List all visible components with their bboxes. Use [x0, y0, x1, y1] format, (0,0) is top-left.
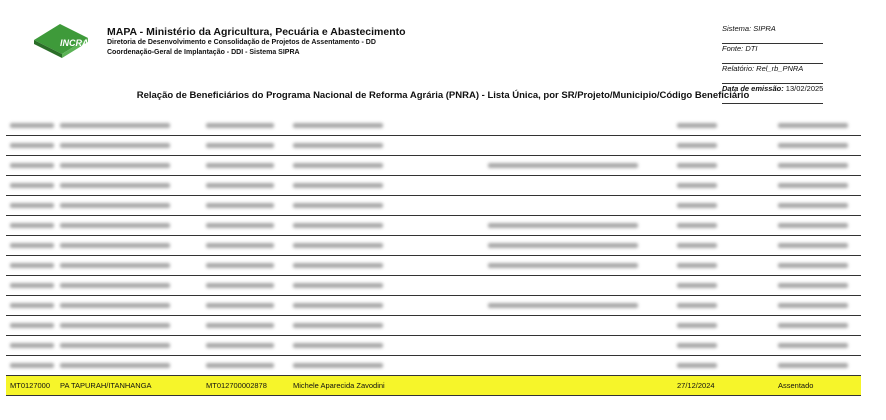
redacted-cell	[677, 301, 717, 311]
blurred-rows	[6, 116, 861, 376]
beneficiaries-table	[6, 116, 861, 396]
redacted-cell	[60, 361, 170, 371]
redacted-cell	[677, 121, 717, 131]
meta-relatorio: Relatório: Rel_rb_PNRA	[722, 64, 823, 84]
redacted-cell	[206, 161, 274, 171]
redacted-cell	[488, 261, 638, 271]
redacted-cell	[778, 141, 848, 151]
table-row	[6, 356, 861, 376]
cell-situacao: Assentado	[778, 381, 814, 390]
redacted-cell	[677, 161, 717, 171]
redacted-cell	[206, 201, 274, 211]
redacted-cell	[206, 301, 274, 311]
table-row	[6, 276, 861, 296]
redacted-cell	[677, 281, 717, 291]
redacted-cell	[206, 241, 274, 251]
table-row	[6, 216, 861, 236]
redacted-cell	[60, 261, 170, 271]
redacted-cell	[60, 301, 170, 311]
redacted-cell	[677, 241, 717, 251]
table-row	[6, 136, 861, 156]
cell-nome: Michele Aparecida Zavodini	[293, 381, 385, 390]
cell-codigo-beneficiario: MT012700002878	[206, 381, 267, 390]
report-header	[0, 0, 886, 93]
redacted-cell	[293, 221, 383, 231]
meta-fonte: Fonte: DTI	[722, 44, 823, 64]
redacted-cell	[10, 121, 54, 131]
redacted-cell	[60, 161, 170, 171]
redacted-cell	[677, 221, 717, 231]
redacted-cell	[10, 301, 54, 311]
redacted-cell	[293, 141, 383, 151]
redacted-cell	[10, 341, 54, 351]
redacted-cell	[677, 141, 717, 151]
redacted-cell	[778, 361, 848, 371]
redacted-cell	[778, 161, 848, 171]
redacted-cell	[778, 241, 848, 251]
redacted-cell	[293, 121, 383, 131]
redacted-cell	[206, 221, 274, 231]
redacted-cell	[10, 281, 54, 291]
logo-text: INCRA	[60, 38, 89, 48]
redacted-cell	[488, 301, 638, 311]
redacted-cell	[778, 201, 848, 211]
redacted-cell	[60, 121, 170, 131]
redacted-cell	[778, 181, 848, 191]
redacted-cell	[206, 181, 274, 191]
redacted-cell	[206, 281, 274, 291]
table-row	[6, 296, 861, 316]
redacted-cell	[488, 161, 638, 171]
redacted-cell	[778, 321, 848, 331]
redacted-cell	[206, 141, 274, 151]
table-row	[6, 176, 861, 196]
redacted-cell	[10, 181, 54, 191]
redacted-cell	[778, 341, 848, 351]
table-row	[6, 236, 861, 256]
redacted-cell	[778, 221, 848, 231]
data-emissao-label: Data de emissão:	[722, 84, 784, 93]
redacted-cell	[293, 281, 383, 291]
redacted-cell	[293, 161, 383, 171]
redacted-cell	[293, 181, 383, 191]
highlighted-row	[6, 376, 861, 396]
redacted-cell	[60, 281, 170, 291]
table-row	[6, 316, 861, 336]
cell-projeto: PA TAPURAH/ITANHANGA	[60, 381, 152, 390]
redacted-cell	[677, 361, 717, 371]
redacted-cell	[60, 181, 170, 191]
redacted-cell	[10, 161, 54, 171]
redacted-cell	[677, 261, 717, 271]
redacted-cell	[778, 261, 848, 271]
org-directorate: Diretoria de Desenvolvimento e Consolidação de Projetos de Assentamento - DD	[107, 39, 376, 46]
redacted-cell	[778, 281, 848, 291]
redacted-cell	[677, 181, 717, 191]
redacted-cell	[10, 361, 54, 371]
org-coordination: Coordenação-Geral de Implantação - DDI - Sistema SIPRA	[107, 49, 300, 56]
data-emissao-value: 13/02/2025	[785, 84, 824, 93]
redacted-cell	[778, 301, 848, 311]
redacted-cell	[488, 241, 638, 251]
redacted-cell	[10, 221, 54, 231]
redacted-cell	[60, 221, 170, 231]
table-row	[6, 156, 861, 176]
org-block	[107, 26, 406, 58]
table-row	[6, 116, 861, 136]
redacted-cell	[60, 201, 170, 211]
redacted-cell	[206, 261, 274, 271]
redacted-cell	[778, 121, 848, 131]
table-row	[6, 256, 861, 276]
redacted-cell	[488, 221, 638, 231]
redacted-cell	[60, 141, 170, 151]
redacted-cell	[677, 341, 717, 351]
redacted-cell	[60, 321, 170, 331]
redacted-cell	[293, 201, 383, 211]
redacted-cell	[677, 201, 717, 211]
meta-sistema: Sistema: SIPRA	[722, 24, 823, 44]
redacted-cell	[206, 361, 274, 371]
redacted-cell	[60, 241, 170, 251]
redacted-cell	[10, 261, 54, 271]
redacted-cell	[10, 201, 54, 211]
redacted-cell	[293, 341, 383, 351]
redacted-cell	[677, 321, 717, 331]
table-row	[6, 336, 861, 356]
org-title: MAPA - Ministério da Agricultura, Pecuária e Abastecimento	[107, 26, 406, 38]
redacted-cell	[10, 241, 54, 251]
report-title: Relação de Beneficiários do Programa Nacional de Reforma Agrária (PNRA) - Lista Única, por SR/Projeto/Municipio/Código Beneficiário	[136, 90, 750, 101]
redacted-cell	[293, 321, 383, 331]
redacted-cell	[293, 361, 383, 371]
redacted-cell	[10, 141, 54, 151]
redacted-cell	[206, 341, 274, 351]
redacted-cell	[10, 321, 54, 331]
redacted-cell	[206, 321, 274, 331]
table-row	[6, 196, 861, 216]
incra-logo	[30, 18, 92, 58]
redacted-cell	[206, 121, 274, 131]
redacted-cell	[60, 341, 170, 351]
redacted-cell	[293, 301, 383, 311]
cell-data: 27/12/2024	[677, 381, 715, 390]
redacted-cell	[293, 261, 383, 271]
redacted-cell	[293, 241, 383, 251]
cell-codigo-sr: MT0127000	[10, 381, 51, 390]
